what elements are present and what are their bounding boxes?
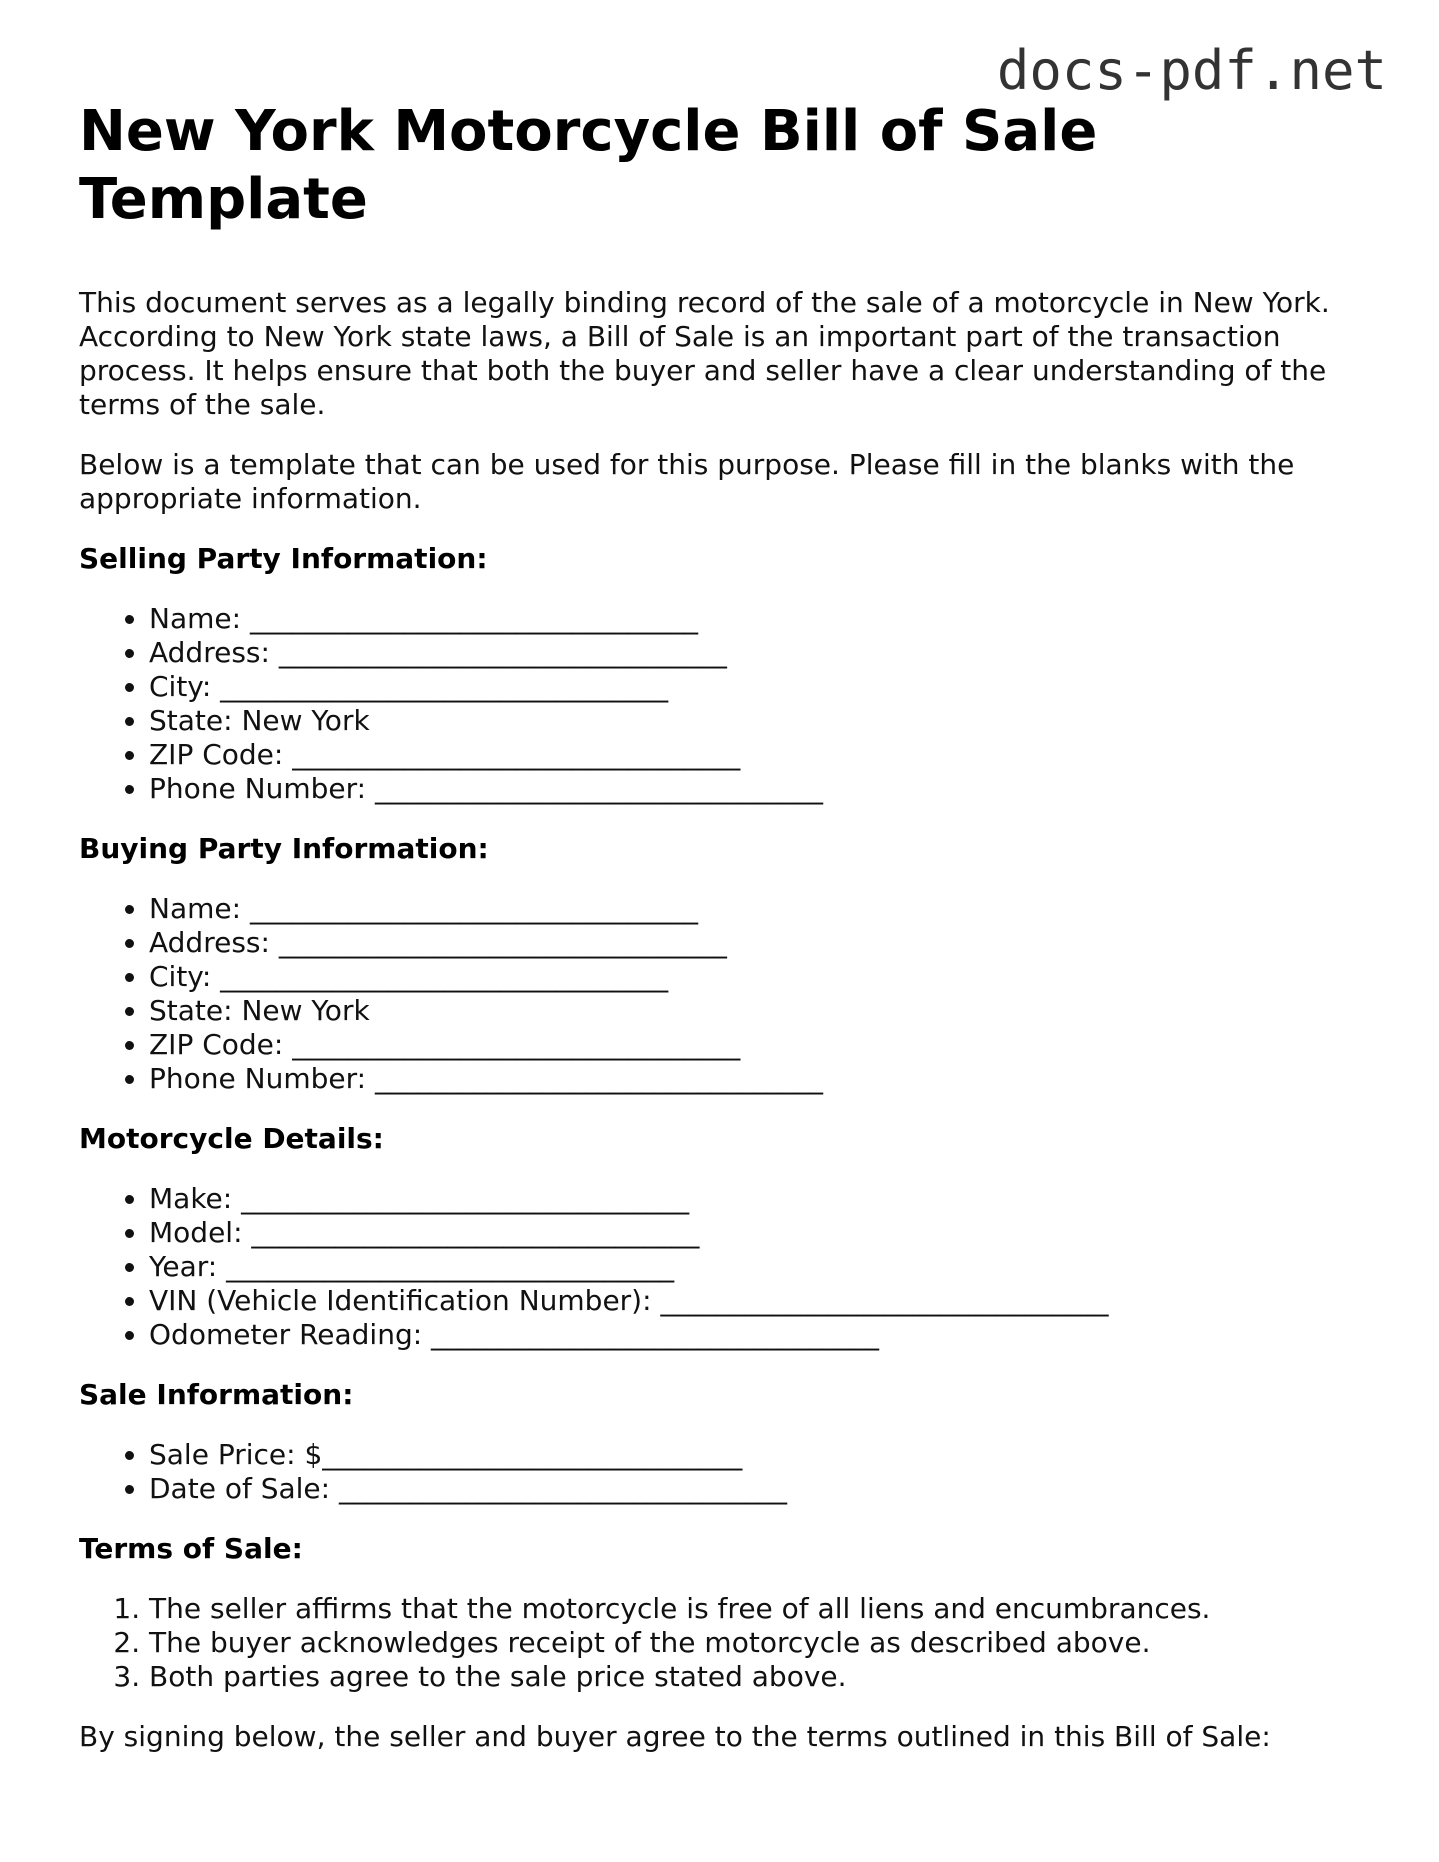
instructions-paragraph: Below is a template that can be used for this purpose. Please fill in the blanks with the appropriate information. <box>79 448 1295 515</box>
motorcycle-details-list <box>79 1182 1369 1352</box>
sale-price-item: • Sale Price: $______________________________ <box>149 1438 1369 1472</box>
watermark: docs-pdf.net <box>996 39 1387 102</box>
buyer-info-list <box>79 892 1369 1096</box>
buyer-zip-item: • ZIP Code: ________________________________ <box>149 1028 1369 1062</box>
sale-section-heading: Sale Information: <box>79 1378 354 1411</box>
seller-address-item: • Address: ________________________________ <box>149 636 1369 670</box>
document-title: New York Motorcycle Bill of Sale Template <box>79 99 1098 232</box>
seller-state-item: • State: New York <box>149 704 1369 738</box>
seller-name-item: • Name: ________________________________ <box>149 602 1369 636</box>
document-page <box>79 98 1369 1754</box>
buyer-phone-item: • Phone Number: ________________________________ <box>149 1062 1369 1096</box>
buyer-section-heading: Buying Party Information: <box>79 832 489 865</box>
sale-date-item: • Date of Sale: ________________________________ <box>149 1472 1369 1506</box>
seller-info-list <box>79 602 1369 806</box>
terms-item: 2. The buyer acknowledges receipt of the motorcycle as described above. <box>149 1626 1369 1660</box>
intro-paragraph: This document serves as a legally binding record of the sale of a motorcycle in New York. According to New York state laws, a Bill of Sale is an important part of the transaction process. It helps ensure that both the buyer and seller have a clear understanding of the terms of the sale. <box>79 286 1330 421</box>
seller-phone-item: • Phone Number: ________________________________ <box>149 772 1369 806</box>
motorcycle-odometer-item: • Odometer Reading: ________________________________ <box>149 1318 1369 1352</box>
closing-statement: By signing below, the seller and buyer agree to the terms outlined in this Bill of Sale: <box>79 1720 1271 1753</box>
motorcycle-section-heading: Motorcycle Details: <box>79 1122 384 1155</box>
buyer-city-item: • City: ________________________________ <box>149 960 1369 994</box>
motorcycle-year-item: • Year: ________________________________ <box>149 1250 1369 1284</box>
terms-section-heading: Terms of Sale: <box>79 1532 303 1565</box>
sale-info-list <box>79 1438 1369 1506</box>
buyer-name-item: • Name: ________________________________ <box>149 892 1369 926</box>
seller-section-heading: Selling Party Information: <box>79 542 488 575</box>
terms-item: 3. Both parties agree to the sale price stated above. <box>149 1660 1369 1694</box>
terms-item: 1. The seller affirms that the motorcycle is free of all liens and encumbrances. <box>149 1592 1369 1626</box>
terms-list <box>79 1592 1369 1694</box>
motorcycle-vin-item: • VIN (Vehicle Identification Number): ________________________________ <box>149 1284 1369 1318</box>
motorcycle-make-item: • Make: ________________________________ <box>149 1182 1369 1216</box>
seller-zip-item: • ZIP Code: ________________________________ <box>149 738 1369 772</box>
buyer-address-item: • Address: ________________________________ <box>149 926 1369 960</box>
motorcycle-model-item: • Model: ________________________________ <box>149 1216 1369 1250</box>
seller-city-item: • City: ________________________________ <box>149 670 1369 704</box>
buyer-state-item: • State: New York <box>149 994 1369 1028</box>
